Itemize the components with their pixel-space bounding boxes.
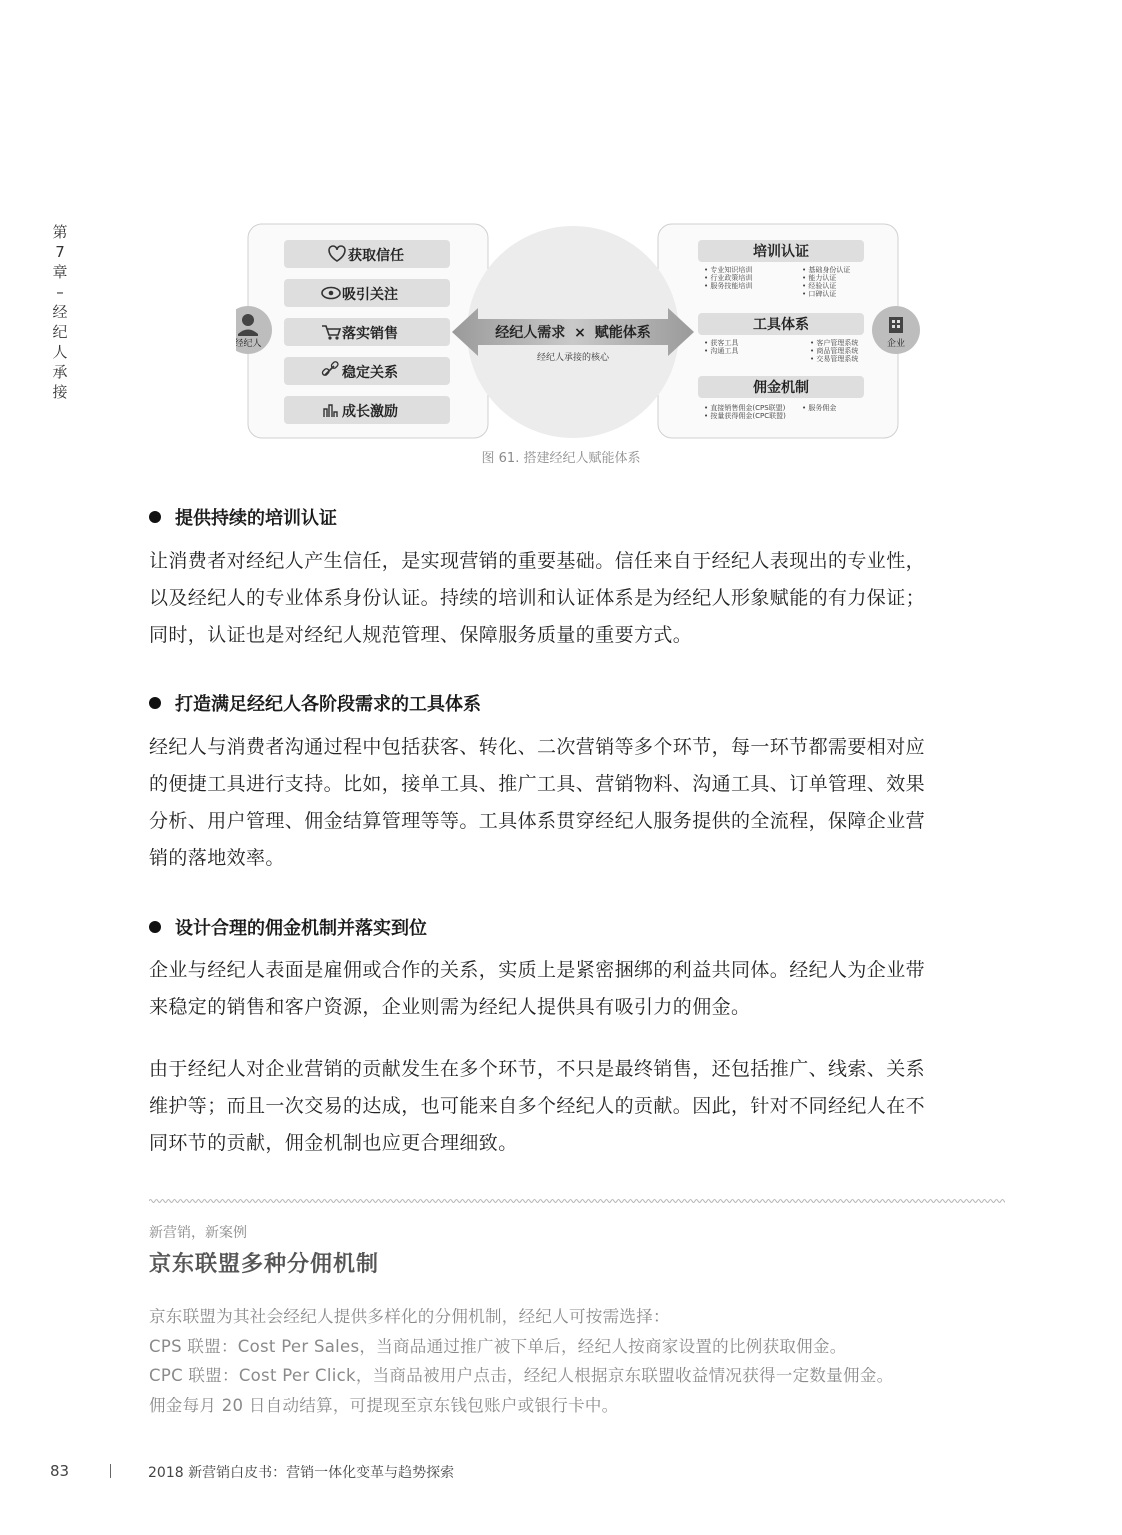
left-item xyxy=(284,396,450,424)
chapter-char: 第 xyxy=(52,223,68,241)
section-heading xyxy=(149,690,481,716)
footer-separator xyxy=(110,1464,111,1478)
cross-icon: × xyxy=(574,325,586,341)
figure-caption: 图 61. 搭建经纪人赋能体系 xyxy=(481,451,641,466)
empowerment-diagram xyxy=(236,222,926,442)
chapter-side-label xyxy=(48,222,72,402)
case-line: 佣金每月 20 日自动结算，可提现至京东钱包账户或银行卡中。 xyxy=(149,1395,619,1415)
paragraph xyxy=(149,543,1009,654)
chapter-char: 人 xyxy=(52,343,68,361)
paragraph xyxy=(149,952,1009,1026)
case-line: CPC 联盟：Cost Per Click，当商品被用户点击，经纪人根据京东联盟收益情况获得一定数量佣金。 xyxy=(149,1366,894,1385)
left-item xyxy=(284,279,450,307)
book-title: 2018 新营销白皮书：营销一体化变革与趋势探索 xyxy=(148,1465,455,1481)
chapter-char: 章 xyxy=(52,263,68,281)
diagram-svg xyxy=(236,222,926,442)
building-icon xyxy=(872,306,920,354)
right-block-col1: • 直接销售佣金(CPS联盟) • 按量获得佣金(CPC联盟) xyxy=(704,404,786,420)
page-number: 83 xyxy=(50,1462,70,1480)
section-heading xyxy=(149,504,337,530)
chapter-char: 经 xyxy=(52,303,68,321)
chapter-char: 承 xyxy=(52,363,68,381)
section-heading-text: 提供持续的培训认证 xyxy=(175,508,337,529)
right-role-label: 企业 xyxy=(886,339,906,349)
case-line: CPS 联盟：Cost Per Sales，当商品通过推广被下单后，经纪人按商家设置的比例获取佣金。 xyxy=(149,1336,847,1356)
bullet-icon xyxy=(149,921,161,933)
bullet-icon xyxy=(149,697,161,709)
left-item-label: 落实销售 xyxy=(342,326,398,342)
center-title-b: 赋能体系 xyxy=(594,325,651,341)
left-item xyxy=(284,318,450,346)
paragraph xyxy=(149,729,1009,877)
right-block-col2: • 服务佣金 xyxy=(802,404,837,412)
case-title: 京东联盟多种分佣机制 xyxy=(149,1252,380,1277)
case-line: 京东联盟为其社会经纪人提供多样化的分佣机制，经纪人可按需选择： xyxy=(149,1307,670,1326)
paragraph-line: 由于经纪人对企业营销的贡献发生在多个环节，不只是最终销售，还包括推广、线索、关系 xyxy=(149,1058,926,1080)
section-heading-text: 打造满足经纪人各阶段需求的工具体系 xyxy=(175,694,481,715)
left-item-label: 稳定关系 xyxy=(342,365,398,381)
paragraph-line: 维护等；而且一次交易的达成，也可能来自多个经纪人的贡献。因此，针对不同经纪人在不 xyxy=(149,1095,926,1117)
center-subtitle: 经纪人承接的核心 xyxy=(536,353,610,363)
paragraph-line: 销的落地效率。 xyxy=(149,847,285,869)
right-block-col1: • 获客工具 • 沟通工具 xyxy=(704,339,739,355)
paragraph-line: 来稳定的销售和客户资源，企业则需为经纪人提供具有吸引力的佣金。 xyxy=(149,996,751,1018)
section-heading xyxy=(149,914,427,940)
right-block-col2: • 基础身份认证 • 能力认证 • 经验认证 • 口碑认证 xyxy=(802,266,851,298)
chapter-char: 7 xyxy=(55,243,65,261)
chapter-char: 纪 xyxy=(52,323,68,341)
right-block-title: 佣金机制 xyxy=(753,380,809,396)
paragraph-line: 同时，认证也是对经纪人规范管理、保障服务质量的重要方式。 xyxy=(149,624,693,646)
paragraph-line: 让消费者对经纪人产生信任，是实现营销的重要基础。信任来自于经纪人表现出的专业性， xyxy=(149,550,926,572)
left-item xyxy=(284,240,450,268)
paragraph-line: 企业与经纪人表面是雇佣或合作的关系，实质上是紧密捆绑的利益共同体。经纪人为企业带 xyxy=(149,959,926,981)
right-block-title: 培训认证 xyxy=(753,244,809,260)
left-item xyxy=(284,357,450,385)
left-item-label: 成长激励 xyxy=(342,404,398,420)
paragraph-line: 分析、用户管理、佣金结算管理等等。工具体系贯穿经纪人服务提供的全流程，保障企业营 xyxy=(149,810,926,832)
case-body xyxy=(149,1302,1009,1420)
left-item-label: 获取信任 xyxy=(348,248,404,264)
chapter-char: – xyxy=(56,283,64,301)
left-item-label: 吸引关注 xyxy=(342,287,398,303)
section-heading-text: 设计合理的佣金机制并落实到位 xyxy=(175,918,427,939)
paragraph-line: 同环节的贡献，佣金机制也应更合理细致。 xyxy=(149,1132,518,1154)
page-footer xyxy=(0,1462,1122,1486)
paragraph xyxy=(149,1051,1009,1162)
right-block-col2: • 客户管理系统 • 商品管理系统 • 交易管理系统 xyxy=(810,339,859,363)
case-kicker: 新营销，新案例 xyxy=(149,1225,247,1241)
wavy-divider xyxy=(149,1196,1005,1206)
paragraph-line: 经纪人与消费者沟通过程中包括获客、转化、二次营销等多个环节，每一环节都需要相对应 xyxy=(149,736,926,758)
chapter-char: 接 xyxy=(52,383,68,401)
center-title-a: 经纪人需求 xyxy=(495,325,566,341)
right-block-title: 工具体系 xyxy=(753,317,809,333)
right-block-col1: • 专业知识培训 • 行业政策培训 • 服务技能培训 xyxy=(704,266,753,290)
paragraph-line: 以及经纪人的专业体系身份认证。持续的培训和认证体系是为经纪人形象赋能的有力保证； xyxy=(149,587,926,609)
paragraph-line: 的便捷工具进行支持。比如，接单工具、推广工具、营销物料、沟通工具、订单管理、效果 xyxy=(149,773,926,795)
bullet-icon xyxy=(149,511,161,523)
left-role-label: 经纪人 xyxy=(236,339,262,349)
